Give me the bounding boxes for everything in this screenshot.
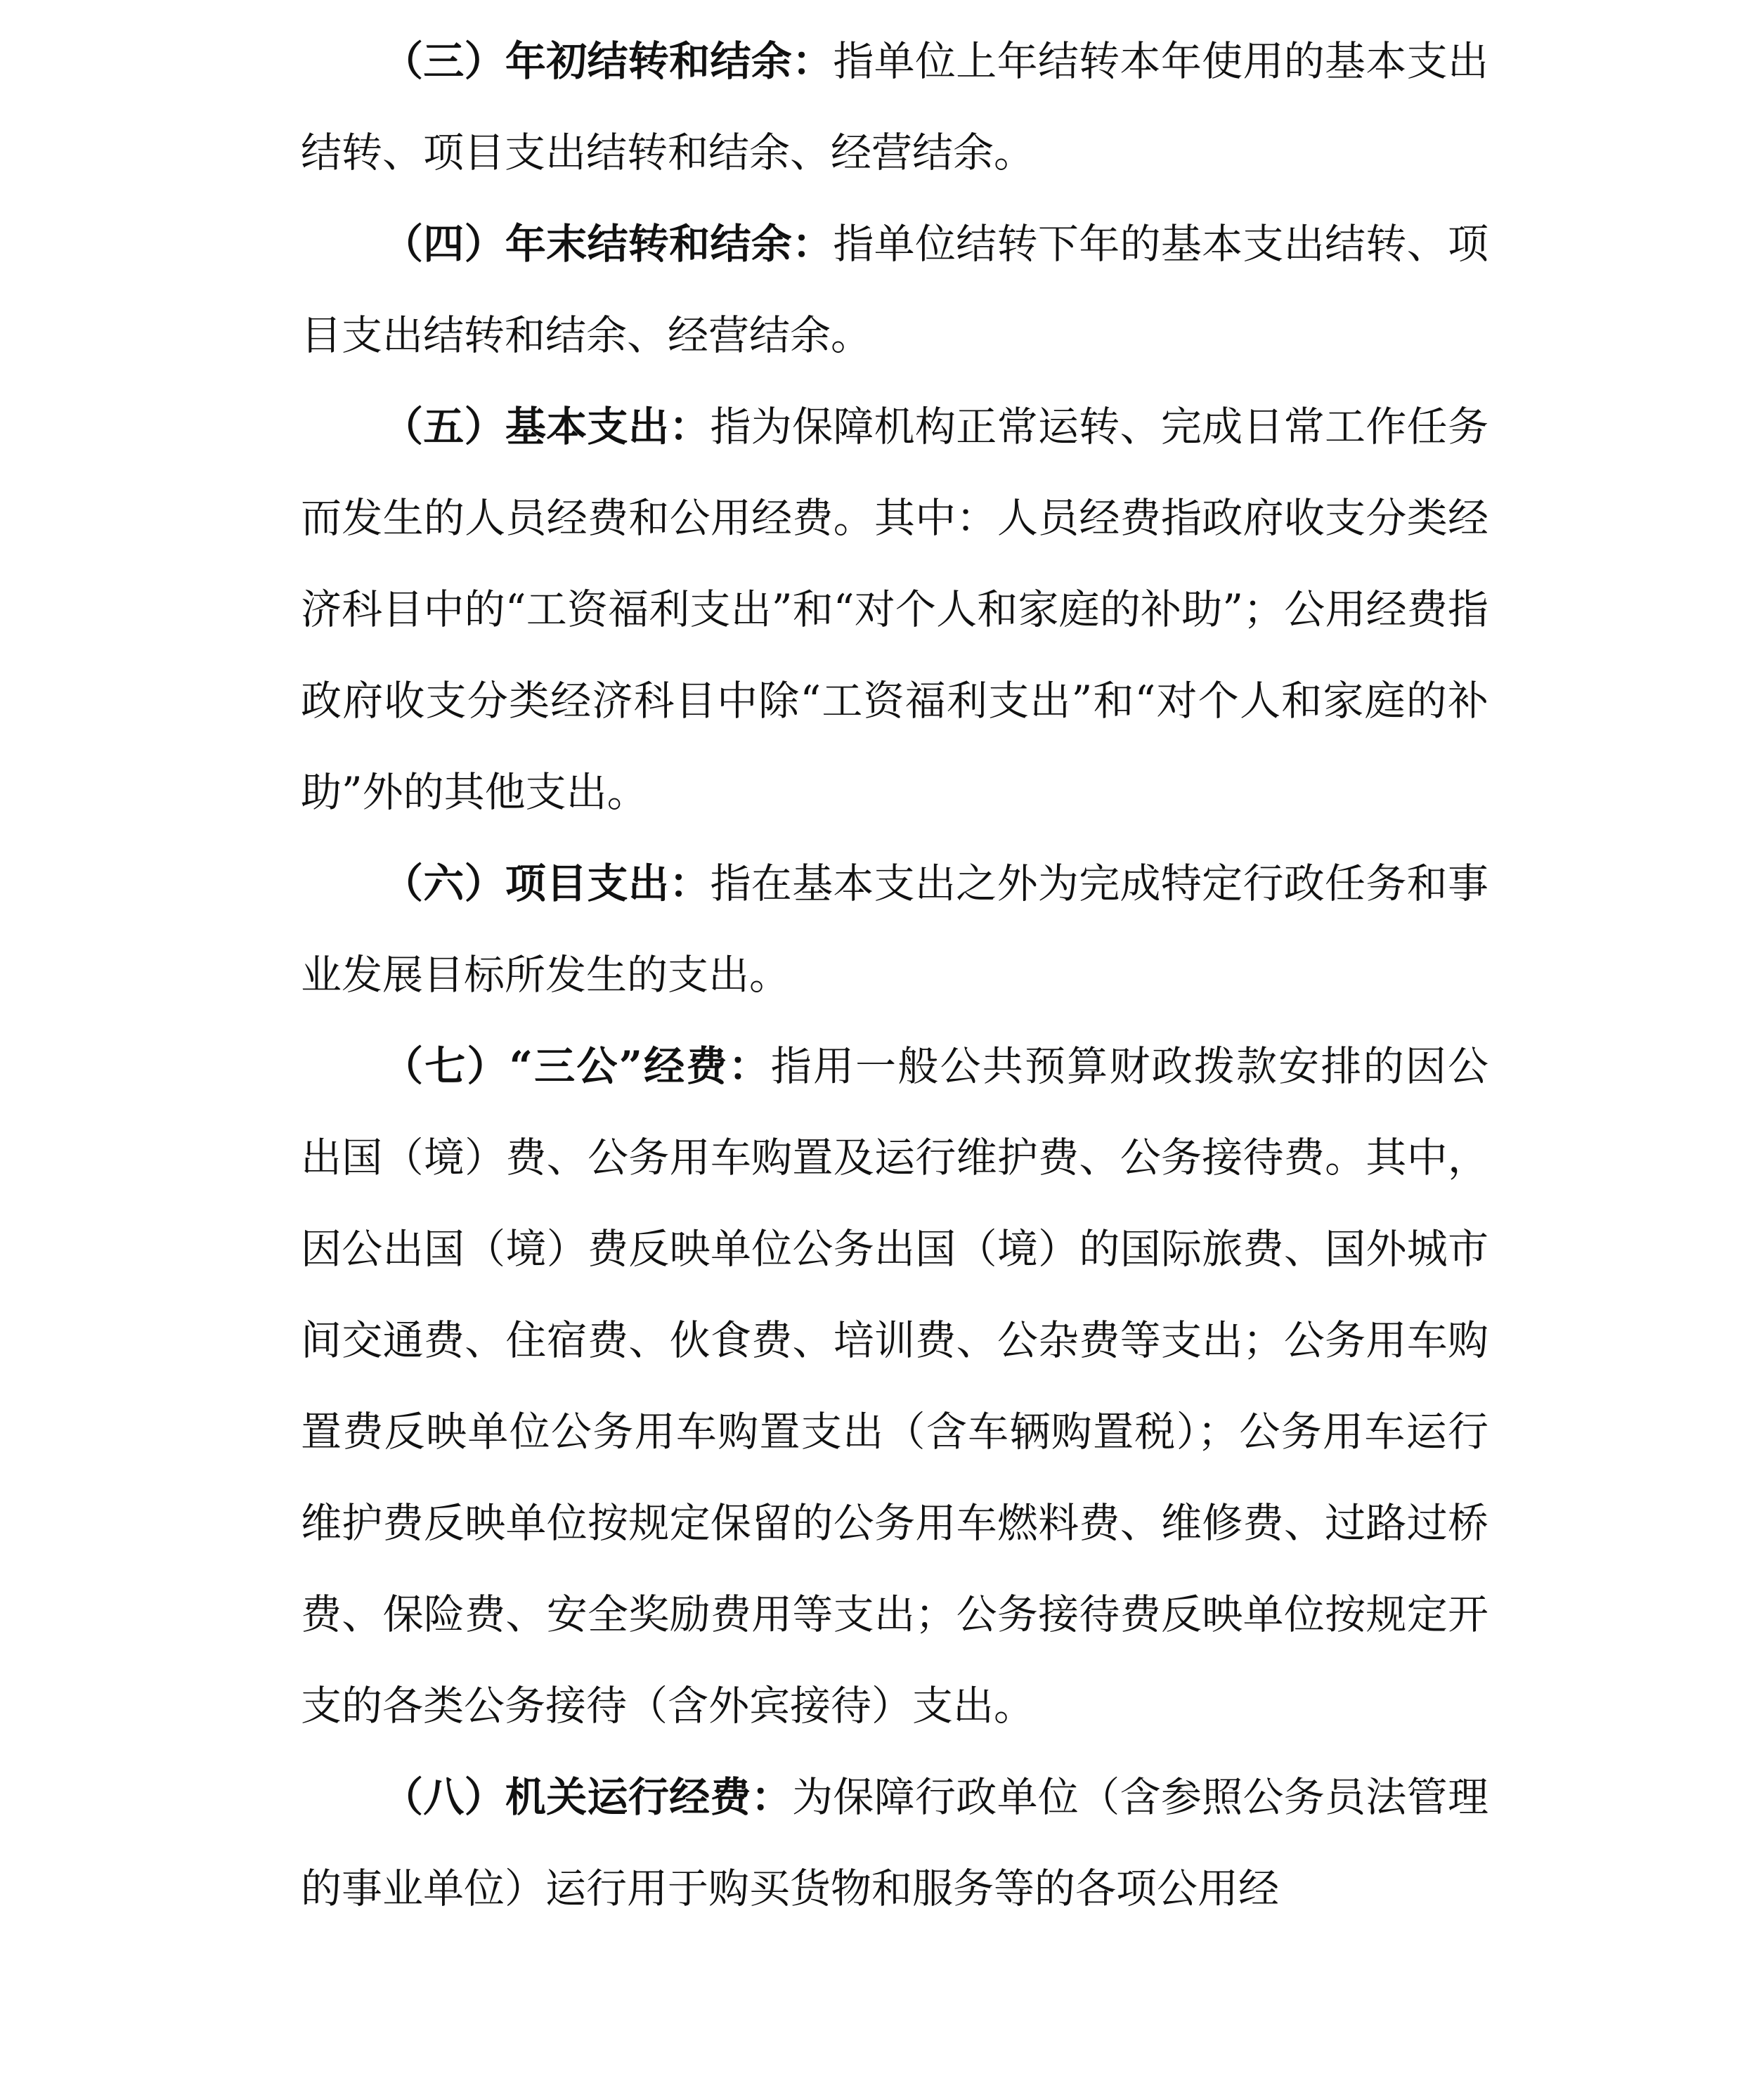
document-body [301,15,1488,1934]
definition-three-public-expenses: 指用一般公共预算财政拨款安排的因公出国（境）费、公务用车购置及运行维护费、公务接待费。其中，因公出国（境）费反映单位公务出国（境）的国际旅费、国外城市间交通费、住宿费、伙食费、培训费、公杂费等支出；公务用车购置费反映单位公务用车购置支出（含车辆购置税）；公务用车运行维护费反映单位按规定保留的公务用车燃料费、维修费、过路过桥费、保险费、安全奖励费用等支出；公务接待费反映单位按规定开支的各类公务接待（含外宾接待）支出。 [301,1042,1488,1730]
definition-project-expenditure: 指在基本支出之外为完成特定行政任务和事业发展目标所发生的支出。 [301,860,1488,999]
term-project-expenditure: （六）项目支出： [382,860,711,907]
paragraph-basic-expenditure [301,381,1488,838]
paragraph-year-start-carryover [301,15,1488,198]
term-three-public-expenses: （七）“三公”经费： [382,1042,771,1090]
paragraph-project-expenditure [301,838,1488,1020]
paragraph-operating-expenses [301,1751,1488,1934]
paragraph-year-end-carryover [301,198,1488,381]
paragraph-three-public-expenses [301,1020,1488,1751]
term-basic-expenditure: （五）基本支出： [382,403,711,451]
term-operating-expenses: （八）机关运行经费： [382,1773,793,1821]
definition-year-end-carryover: 指单位结转下年的基本支出结转、项目支出结转和结余、经营结余。 [301,220,1488,359]
term-year-end-carryover: （四）年末结转和结余： [382,220,833,268]
term-year-start-carryover: （三）年初结转和结余： [382,37,833,85]
definition-basic-expenditure: 指为保障机构正常运转、完成日常工作任务而发生的人员经费和公用经费。其中：人员经费指政府收支分类经济科目中的“工资福利支出”和“对个人和家庭的补助”；公用经费指政府收支分类经济科目中除“工资福利支出”和“对个人和家庭的补助”外的其他支出。 [301,403,1488,816]
definition-operating-expenses: 为保障行政单位（含参照公务员法管理的事业单位）运行用于购买货物和服务等的各项公用经 [301,1773,1488,1912]
definition-year-start-carryover: 指单位上年结转本年使用的基本支出结转、项目支出结转和结余、经营结余。 [301,37,1488,176]
